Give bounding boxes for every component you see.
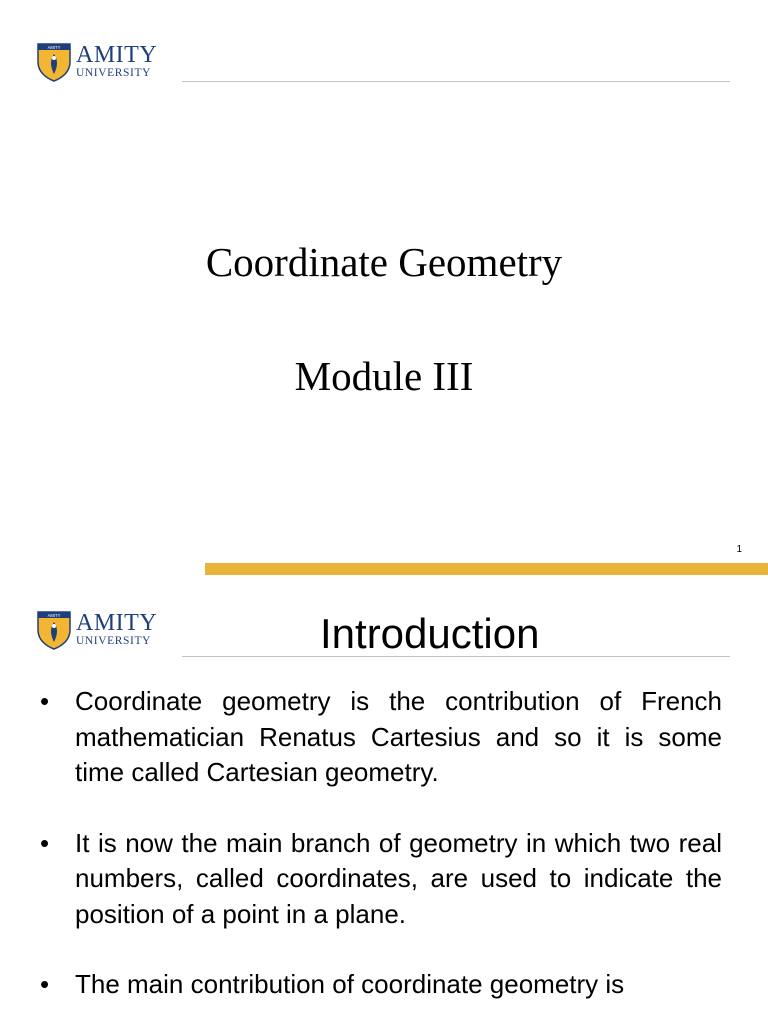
bullet-dot-icon: •: [40, 969, 50, 999]
bullet-text: The main contribution of coordinate geometry is: [75, 969, 625, 999]
bullet-text: It is now the main branch of geometry in which two real numbers, called coordinates, are used to indicate the position of a point in a plane.: [75, 827, 722, 929]
logo-text: [76, 611, 157, 648]
footer-gold-bar: [205, 563, 768, 575]
slide-introduction: [0, 588, 768, 1024]
amity-crest-icon: [36, 40, 72, 82]
logo-text: [76, 43, 157, 80]
bullet-text: Coordinate geometry is the contribution of French mathematician Renatus Cartesius and so it is some time called Cartesian geometry.: [75, 686, 722, 787]
bullet-item: [40, 967, 722, 1003]
slide-title-main: Coordinate Geometry: [205, 239, 563, 285]
amity-crest-icon: [36, 608, 72, 650]
slide-heading: Introduction: [320, 610, 540, 657]
logo-amity: AMITY: [76, 41, 158, 68]
bullet-item: [40, 684, 722, 791]
header-rule: [182, 81, 730, 82]
page-number: 1: [736, 544, 742, 555]
amity-logo: [36, 608, 157, 650]
bullet-list: [40, 684, 722, 1024]
bullet-dot-icon: •: [40, 686, 50, 716]
bullet-item: [40, 826, 722, 933]
bullet-dot-icon: •: [40, 827, 50, 858]
logo-amity: AMITY: [76, 609, 158, 636]
svg-text:AMITY: AMITY: [47, 45, 61, 50]
svg-text:AMITY: AMITY: [47, 613, 61, 618]
logo-university: UNIVERSITY: [76, 634, 151, 647]
slide-title-module: Module III: [294, 353, 474, 399]
amity-logo: [36, 40, 157, 82]
logo-university: UNIVERSITY: [76, 66, 151, 79]
